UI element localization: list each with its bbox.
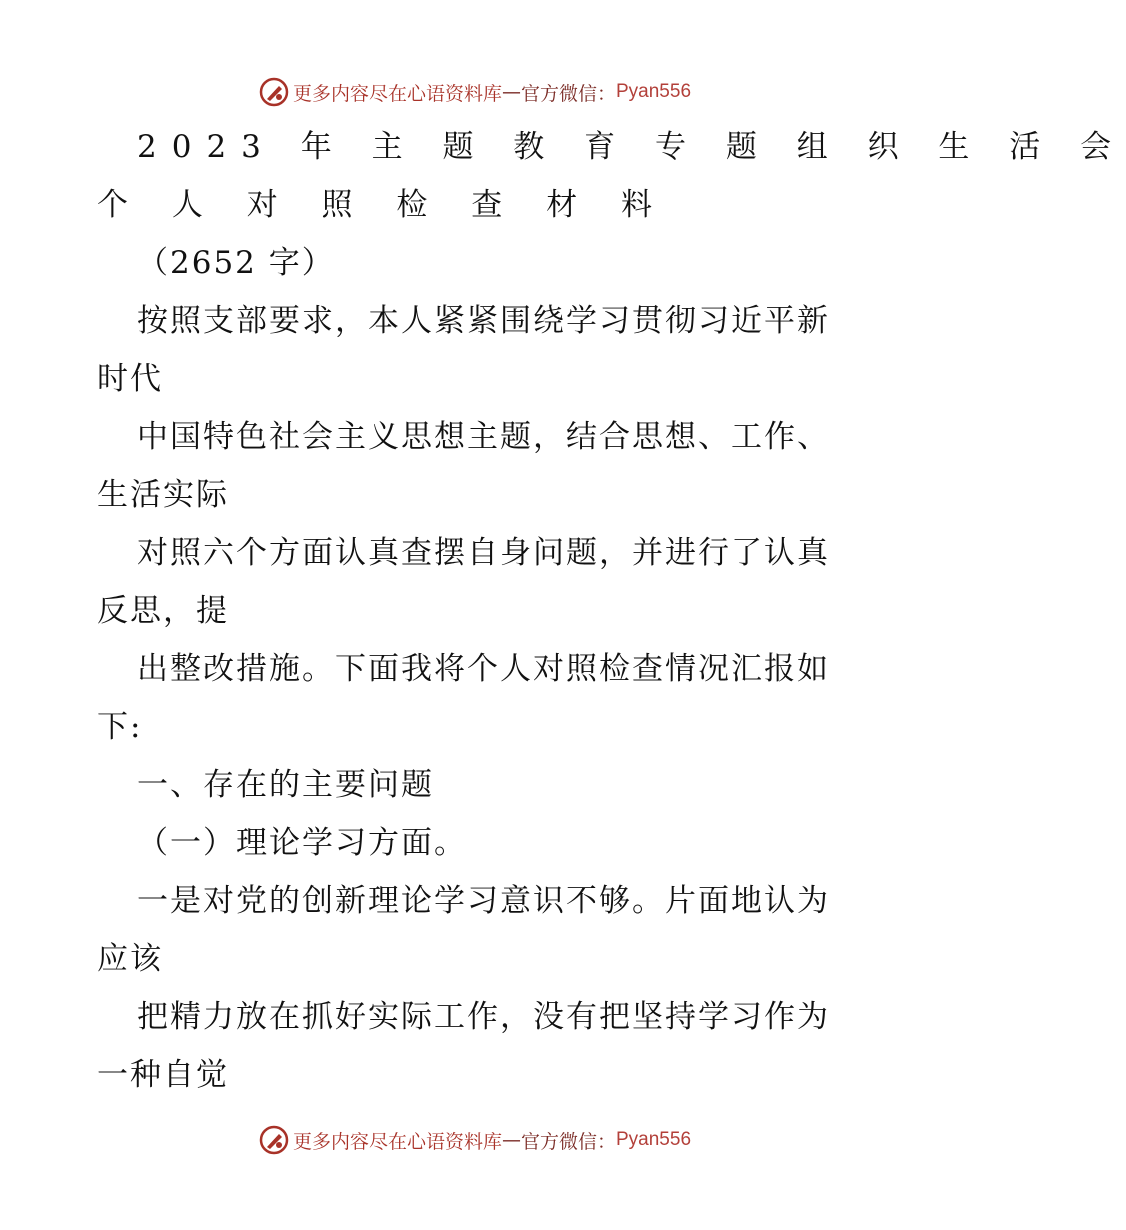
paragraph-line: 生活实际	[97, 477, 229, 513]
pen-logo-icon	[259, 77, 289, 107]
watermark-dash: —	[501, 81, 521, 103]
subsection-heading: （一）理论学习方面。	[137, 825, 467, 861]
watermark-official: 官方微信：	[520, 1130, 616, 1153]
paragraph-line: 应该	[97, 941, 163, 977]
watermark-official: 官方微信：	[520, 82, 616, 105]
doc-title-line-1: 2023 年 主 题 教 育 专 题 组 织 生 活 会	[137, 129, 1126, 165]
paragraph-line: 下:	[97, 709, 143, 745]
watermark-footer	[0, 1120, 950, 1160]
paragraph-line: 出整改措施。下面我将个人对照检查情况汇报如	[137, 651, 830, 687]
paragraph-line: 对照六个方面认真查摆自身问题，并进行了认真	[137, 535, 830, 571]
watermark-handle: Pyan556	[616, 81, 692, 102]
watermark-header	[0, 72, 950, 112]
paragraph-line: 把精力放在抓好实际工作，没有把坚持学习作为	[137, 999, 830, 1035]
paragraph-line: 中国特色社会主义思想主题，结合思想、工作、	[137, 419, 830, 455]
paragraph-line: 一种自觉	[97, 1057, 229, 1093]
doc-title-line-2: 个 人 对 照 检 查 材 料	[97, 187, 669, 223]
watermark-text: 更多内容尽在心语资料库	[292, 1130, 502, 1153]
watermark-handle: Pyan556	[616, 1129, 692, 1150]
section-heading: 一、存在的主要问题	[137, 767, 434, 803]
word-count: （2652 字）	[137, 245, 335, 281]
pen-logo-icon	[259, 1125, 289, 1155]
paragraph-line: 一是对党的创新理论学习意识不够。片面地认为	[137, 883, 830, 919]
document-body	[97, 118, 1126, 1104]
paragraph-line: 按照支部要求，本人紧紧围绕学习贯彻习近平新	[137, 303, 830, 339]
watermark-dash: —	[501, 1129, 521, 1151]
watermark-text: 更多内容尽在心语资料库	[292, 82, 502, 105]
paragraph-line: 反思，提	[97, 593, 229, 629]
paragraph-line: 时代	[97, 361, 163, 397]
